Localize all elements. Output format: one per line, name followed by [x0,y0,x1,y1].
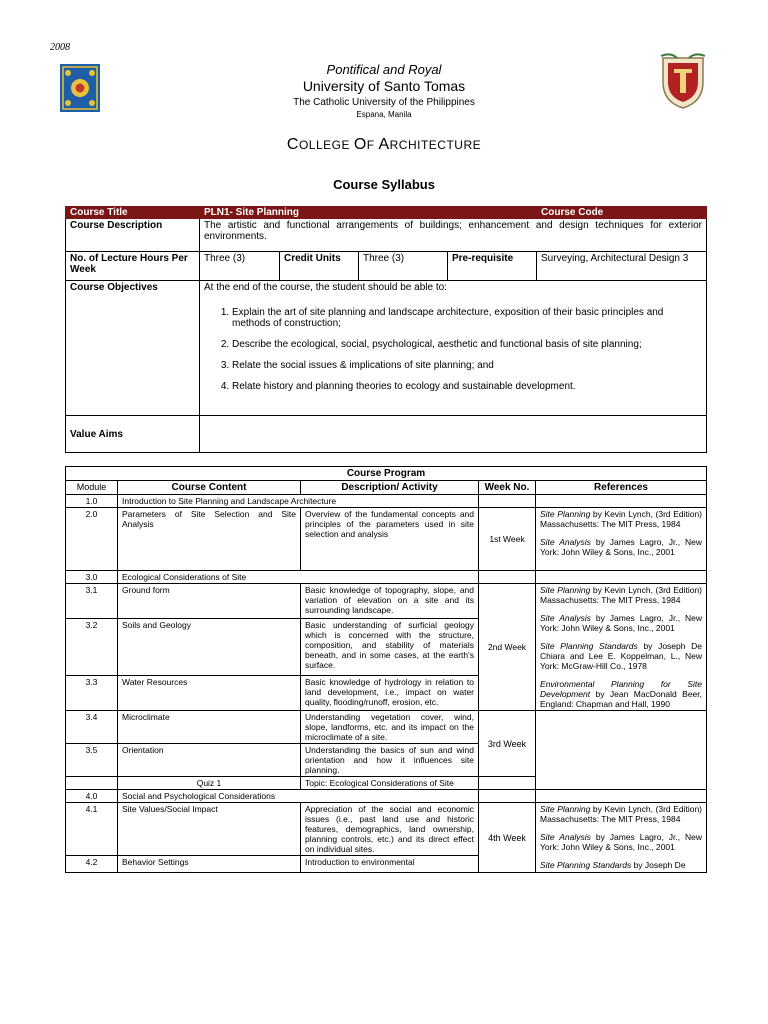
table-row [66,711,707,744]
course-content: Microclimate [118,711,301,744]
credit-units-label: Credit Units [280,252,359,281]
header-description: Description/ Activity [301,481,479,495]
course-content: Behavior Settings [118,856,301,873]
value-aims-value [200,416,707,453]
objective-item: 4. Relate history and planning theories to ecology and sustainable development. [232,381,702,392]
university-subtitle: The Catholic University of the Philippines [293,97,475,108]
objectives-intro: At the end of the course, the student should be able to: [204,282,447,293]
module-number: 3.2 [66,619,118,676]
lecture-hours-label: No. of Lecture Hours Per Week [66,252,200,281]
header-references: References [536,481,707,495]
description-label: Course Description [66,219,200,252]
objectives-cell [200,281,707,416]
course-content: Ground form [118,584,301,619]
course-title-value: PLN1- Site Planning [200,207,537,219]
prereq-label: Pre-requisite [448,252,537,281]
header-week: Week No. [479,481,536,495]
lecture-hours-value: Three (3) [200,252,280,281]
activity-description: Basic knowledge of topography, slope, and variation of elevation on a site and its surrounding landscape. [301,584,479,619]
course-content: Orientation [118,744,301,777]
activity-description: Understanding the basics of sun and wind orientation and how it influences site planning. [301,744,479,777]
activity-description: Topic: Ecological Considerations of Site [301,777,479,790]
table-row [66,508,707,571]
week-number: 2nd Week [479,584,536,711]
module-number: 3.3 [66,675,118,710]
course-content: Soils and Geology [118,619,301,676]
course-content: Social and Psychological Considerations [118,790,479,803]
course-content: Quiz 1 [118,777,301,790]
references-cell: Site Planning by Kevin Lynch, (3rd Edition) Massachusetts: The MIT Press, 1984 Site Analysis by James Lagro, Jr., New York: John Wiley & Sons, Inc., 2001 Site Planning Standards by Joseph De Chiara and Lee E. Koppelman, L., New York: McGraw-Hill Co., 1978 Environmental Planning for Site Development by Jean MacDonald Beer, England: Chapman and Hall, 1990 [536,584,707,711]
week-number: 4th Week [479,803,536,873]
module-number: 3.4 [66,711,118,744]
course-content: Parameters of Site Selection and Site Analysis [118,508,301,571]
description-value: The artistic and functional arrangements of buildings; enhancement and design techniques for exterior environments. [200,219,707,252]
module-number: 4.1 [66,803,118,856]
syllabus-title: Course Syllabus [333,177,435,192]
activity-description: Basic understanding of surficial geology which is concerned with the structure, composition, and stability of materials beneath, and in some cases, at the earth's surface. [301,619,479,676]
document-year: 2008 [50,42,70,53]
module-number: 1.0 [66,495,118,508]
course-content: Ecological Considerations of Site [118,571,479,584]
objectives-label: Course Objectives [66,281,200,416]
course-content: Introduction to Site Planning and Landscape Architecture [118,495,479,508]
table-row [66,790,707,803]
course-info-table [65,206,707,453]
course-content: Water Resources [118,675,301,710]
module-number [66,777,118,790]
activity-description: Basic knowledge of hydrology in relation to land development, i.e., impact on water quality, flooding/runoff, erosion, etc. [301,675,479,710]
module-number: 4.2 [66,856,118,873]
table-row [66,803,707,856]
activity-description: Appreciation of the social and economic issues (i.e., past land use and historic features, demographics, land ownership, planning controls, etc.) and its direct effect on individual sites. [301,803,479,856]
activity-description: Overview of the fundamental concepts and principles of the parameters used in site selection and analysis [301,508,479,571]
activity-description: Introduction to environmental [301,856,479,873]
module-number: 2.0 [66,508,118,571]
university-location: Espana, Manila [356,110,412,119]
objective-item: 1. Explain the art of site planning and landscape architecture, exposition of their basic principles and methods of construction; [232,307,702,329]
university-name: University of Santo Tomas [302,78,466,94]
module-number: 3.5 [66,744,118,777]
objective-item: 3. Relate the social issues & implications of site planning; and [232,360,702,371]
program-header-row [66,481,707,495]
course-program-table [65,466,707,873]
college-name: COLLEGE OF ARCHITECTURE [286,136,482,153]
credit-units-value: Three (3) [359,252,448,281]
module-number: 3.1 [66,584,118,619]
table-row [66,571,707,584]
header-line1: Pontifical and Royal [326,62,442,77]
module-number: 3.0 [66,571,118,584]
value-aims-label: Value Aims [66,416,200,453]
references-cell: Site Planning by Kevin Lynch, (3rd Edition) Massachusetts: The MIT Press, 1984 Site Analysis by James Lagro, Jr., New York: John Wiley & Sons, Inc., 2001 Site Planning Standards by Joseph De [536,803,707,873]
objective-item: 2. Describe the ecological, social, psychological, aesthetic and functional basis of site planning; [232,339,702,350]
table-row [66,495,707,508]
references-cell: Site Planning by Kevin Lynch, (3rd Edition) Massachusetts: The MIT Press, 1984 Site Analysis by James Lagro, Jr., New York: John Wiley & Sons, Inc., 2001 [536,508,707,571]
table-row [66,584,707,619]
course-code-label: Course Code [537,207,707,219]
objectives-list [204,307,702,392]
course-title-row [66,207,707,219]
activity-description: Understanding vegetation cover, wind, slope, landforms, etc. and its impact on the microclimate of a site. [301,711,479,744]
week-number: 1st Week [479,508,536,571]
prereq-value: Surveying, Architectural Design 3 [537,252,707,281]
header-course-content: Course Content [118,481,301,495]
week-number: 3rd Week [479,711,536,777]
course-program-title: Course Program [66,467,707,481]
module-number: 4.0 [66,790,118,803]
course-title-label: Course Title [66,207,200,219]
header-module: Module [66,481,118,495]
course-content: Site Values/Social Impact [118,803,301,856]
